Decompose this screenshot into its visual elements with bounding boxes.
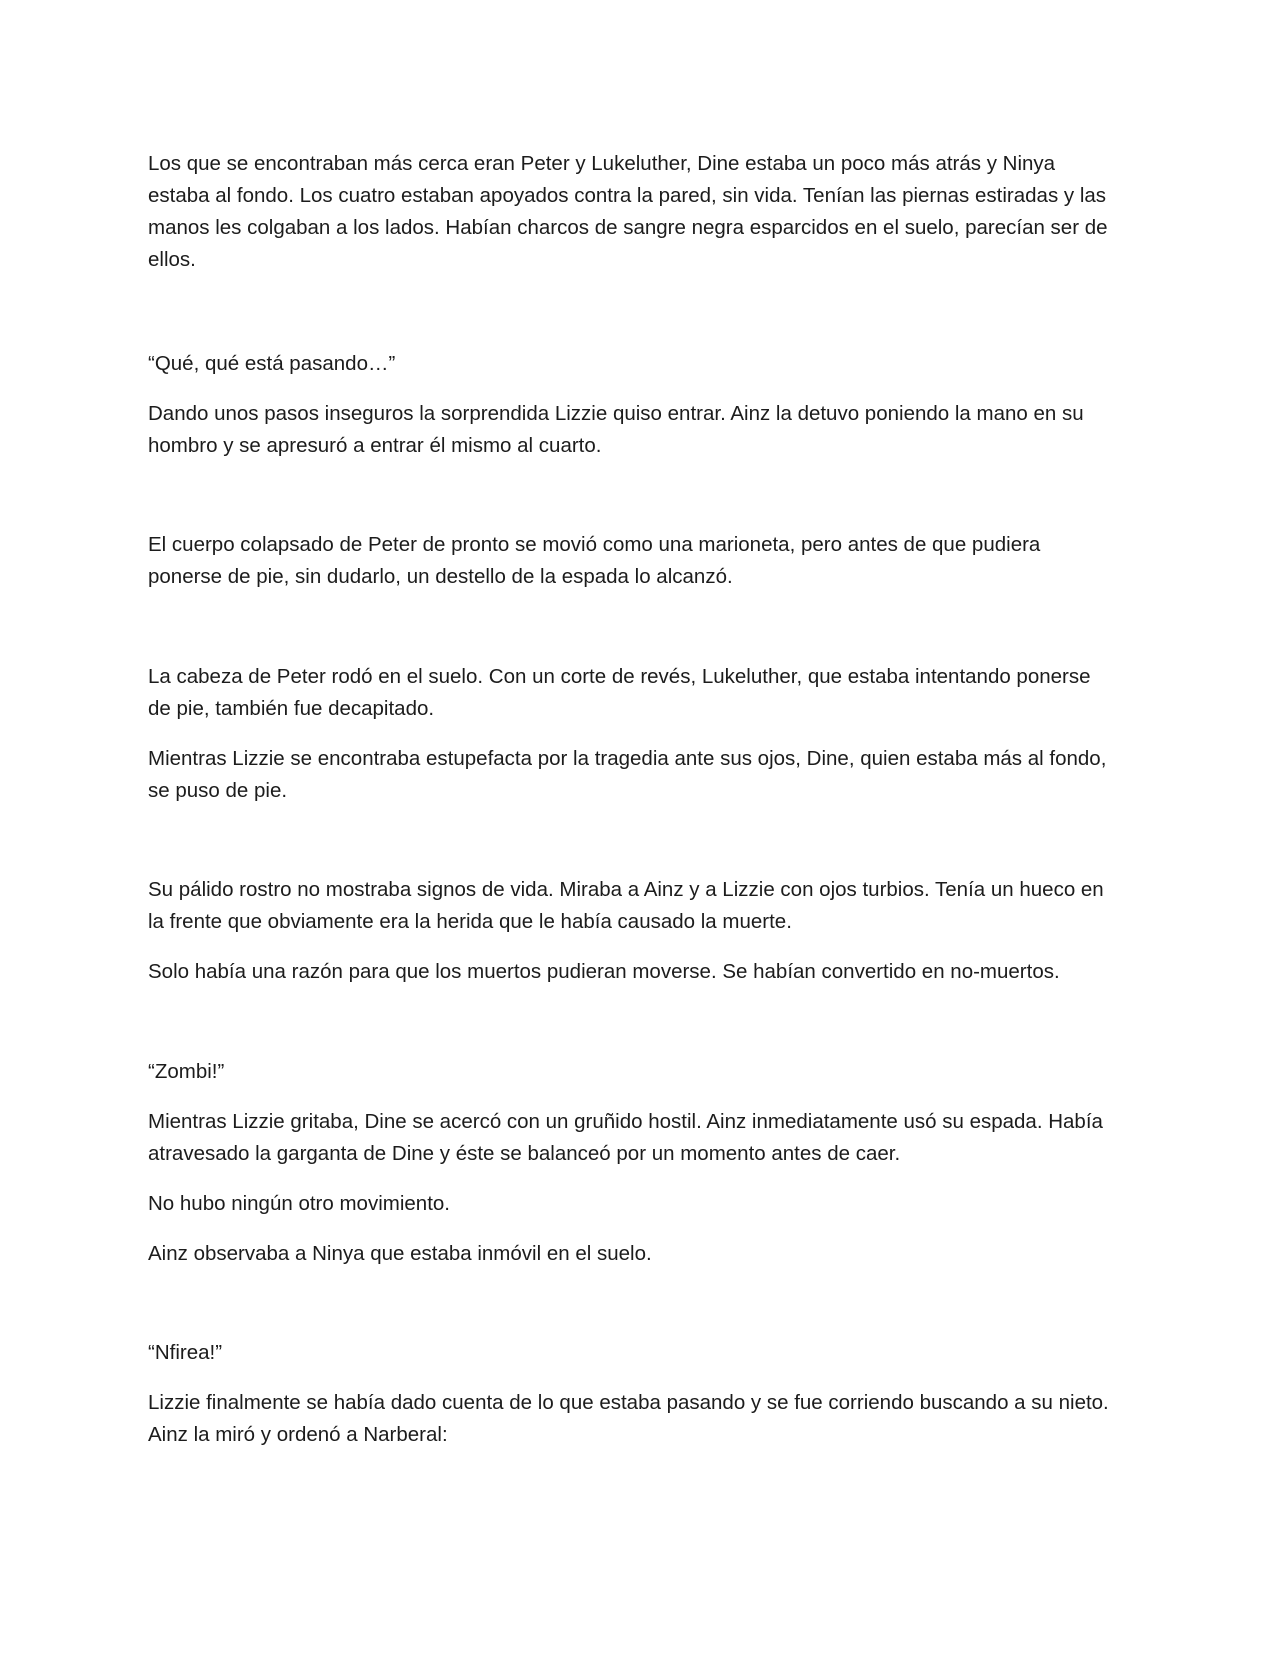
paragraph-7: Su pálido rostro no mostraba signos de vida. Miraba a Ainz y a Lizzie con ojos turbios. Tenía un hueco en la frente que obviamente era la herida que le había causado la muerte. — [148, 878, 1104, 933]
paragraph-9: “Zombi!” — [148, 1060, 225, 1083]
paragraph-6: Mientras Lizzie se encontraba estupefacta por la tragedia ante sus ojos, Dine, quien estaba más al fondo, se puso de pie. — [148, 747, 1107, 802]
paragraph-1: Los que se encontraban más cerca eran Peter y Lukeluther, Dine estaba un poco más atrás y Ninya estaba al fondo. Los cuatro estaban apoyados contra la pared, sin vida. Tenían las piernas estiradas y las manos les colgaban a los lados. Habían charcos de sangre negra esparcidos en el suelo, parecían ser de ellos. — [148, 152, 1108, 271]
paragraph-10: Mientras Lizzie gritaba, Dine se acercó con un gruñido hostil. Ainz inmediatamente usó su espada. Había atravesado la garganta de Dine y éste se balanceó por un momento antes de caer. — [148, 1110, 1103, 1165]
paragraph-3: Dando unos pasos inseguros la sorprendida Lizzie quiso entrar. Ainz la detuvo poniendo la mano en su hombro y se apresuró a entrar él mismo al cuarto. — [148, 402, 1084, 457]
document-page — [148, 148, 1138, 1451]
paragraph-14: Lizzie finalmente se había dado cuenta de lo que estaba pasando y se fue corriendo buscando a su nieto. Ainz la miró y ordenó a Narberal: — [148, 1391, 1109, 1446]
paragraph-12: Ainz observaba a Ninya que estaba inmóvil en el suelo. — [148, 1242, 652, 1265]
paragraph-5: La cabeza de Peter rodó en el suelo. Con un corte de revés, Lukeluther, que estaba intentando ponerse de pie, también fue decapitado. — [148, 665, 1091, 720]
paragraph-11: No hubo ningún otro movimiento. — [148, 1192, 450, 1215]
paragraph-8: Solo había una razón para que los muertos pudieran moverse. Se habían convertido en no-muertos. — [148, 960, 1060, 983]
paragraph-4: El cuerpo colapsado de Peter de pronto se movió como una marioneta, pero antes de que pudiera ponerse de pie, sin dudarlo, un destello de la espada lo alcanzó. — [148, 533, 1041, 588]
paragraph-13: “Nfirea!” — [148, 1341, 223, 1364]
paragraph-2: “Qué, qué está pasando…” — [148, 352, 396, 375]
